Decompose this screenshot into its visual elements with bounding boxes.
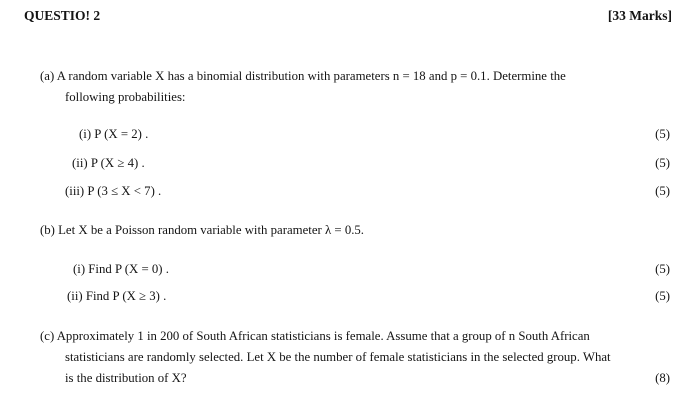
- part-a-intro-line1: (a) A random variable X has a binomial distribution with parameters n = 18 and p = 0.1. Determine the: [40, 69, 566, 83]
- part-a-item-ii-marks: (5): [655, 156, 670, 170]
- part-b-intro: (b) Let X be a Poisson random variable with parameter λ = 0.5.: [40, 223, 365, 237]
- part-b-item-i: (i) Find P (X = 0) .: [73, 262, 169, 276]
- part-b-item-ii: (ii) Find P (X ≥ 3) .: [67, 289, 167, 303]
- part-c-line3: is the distribution of X?: [65, 371, 187, 385]
- total-marks: [33 Marks]: [607, 8, 672, 23]
- part-c-line1: (c) Approximately 1 in 200 of South African statisticians is female. Assume that a group of n South African: [40, 329, 590, 343]
- part-c-line2: statisticians are randomly selected. Let X be the number of female statisticians in the selected group. What: [65, 350, 611, 364]
- question-title: QUESTIO! 2: [24, 8, 101, 23]
- part-a-item-iii-marks: (5): [655, 184, 670, 198]
- part-a-item-iii: (iii) P (3 ≤ X < 7) .: [65, 184, 162, 198]
- part-b-item-i-marks: (5): [655, 262, 670, 276]
- part-a-item-i-marks: (5): [655, 127, 670, 141]
- part-b-item-ii-marks: (5): [655, 289, 670, 303]
- part-a-intro-line2: following probabilities:: [65, 90, 186, 104]
- part-a-item-i: (i) P (X = 2) .: [79, 127, 149, 141]
- part-a-item-ii: (ii) P (X ≥ 4) .: [72, 156, 145, 170]
- part-c-marks: (8): [655, 371, 670, 385]
